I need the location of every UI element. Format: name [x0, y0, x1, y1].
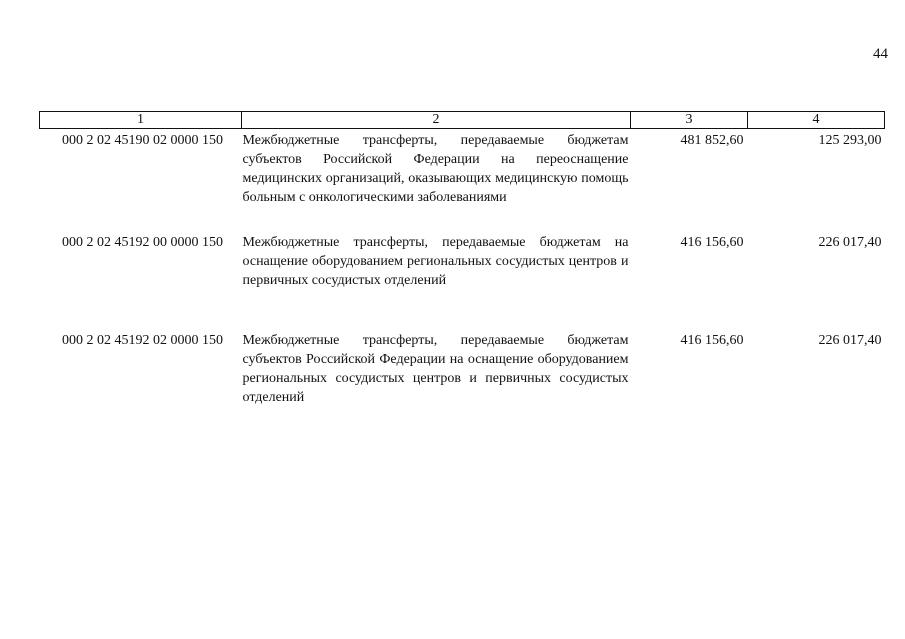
budget-code: 000 2 02 45192 02 0000 150: [62, 333, 223, 348]
budget-code: 000 2 02 45192 00 0000 150: [62, 235, 223, 250]
row-description: Межбюджетные трансферты, передаваемые бюджетам субъектов Российской Федерации на оснащение оборудованием региональных сосудистых центров и первичных сосудистых отделений: [242, 333, 629, 405]
header-col-4: 4: [748, 112, 885, 129]
table-body: [40, 129, 885, 412]
header-row: [40, 112, 885, 129]
header-col-3: 3: [631, 112, 748, 129]
amount-col-4: 125 293,00: [818, 133, 882, 148]
amount-col-3: 416 156,60: [680, 333, 744, 348]
amount-col-4: 226 017,40: [818, 235, 882, 250]
page-number: 44: [873, 46, 888, 62]
row-description: Межбюджетные трансферты, передаваемые бюджетам субъектов Российской Федерации на переоснащение медицинских организаций, оказывающих медицинскую помощь больным с онкологическими заболеваниями: [242, 133, 629, 205]
amount-col-4: 226 017,40: [818, 333, 882, 348]
amount-col-3: 481 852,60: [680, 133, 744, 148]
table-row: [40, 329, 885, 411]
table-row: [40, 231, 885, 329]
header-col-2: 2: [242, 112, 631, 129]
table-row: [40, 129, 885, 232]
header-col-1: 1: [40, 112, 242, 129]
amount-col-3: 416 156,60: [680, 235, 744, 250]
table-header: [40, 112, 885, 129]
budget-table: [39, 111, 885, 411]
budget-code: 000 2 02 45190 02 0000 150: [62, 133, 223, 148]
row-description: Межбюджетные трансферты, передаваемые бюджетам на оснащение оборудованием региональных сосудистых центров и первичных сосудистых отделений: [242, 235, 629, 288]
